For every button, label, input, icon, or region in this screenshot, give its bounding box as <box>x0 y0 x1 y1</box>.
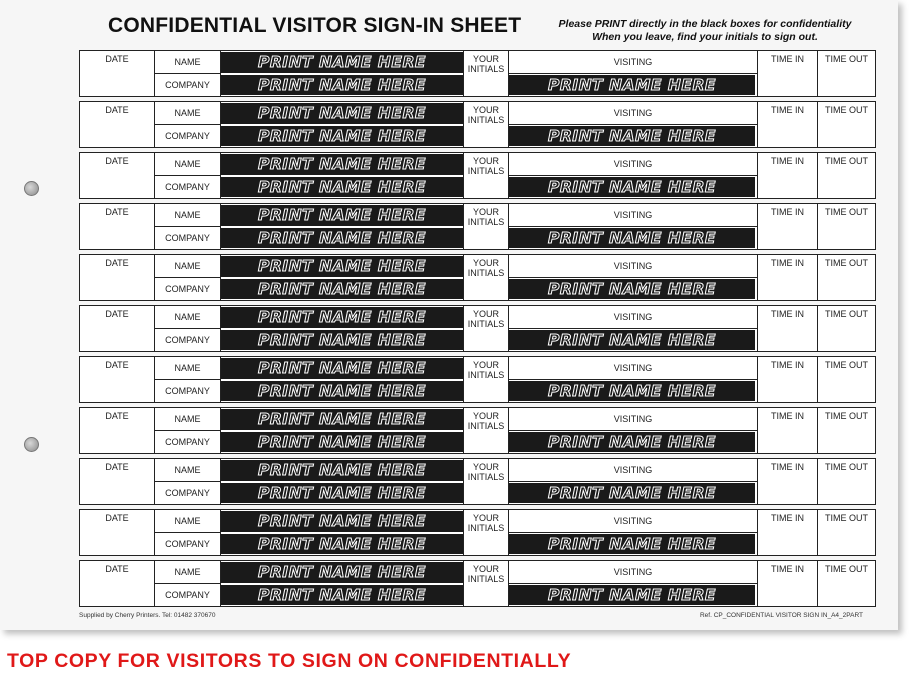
name-box[interactable]: PRINT NAME HERE <box>221 154 463 175</box>
time-in-label: TIME IN <box>771 411 804 421</box>
name-box[interactable]: PRINT NAME HERE <box>221 205 463 226</box>
time-in-cell[interactable] <box>757 510 817 555</box>
time-in-label: TIME IN <box>771 564 804 574</box>
initials-cell[interactable] <box>463 459 509 504</box>
your-label: YOUR <box>472 258 499 268</box>
company-box[interactable]: PRINT NAME HERE <box>221 228 463 248</box>
visiting-label: VISITING <box>509 357 757 380</box>
visiting-box[interactable]: PRINT NAME HERE <box>509 330 755 350</box>
time-in-label: TIME IN <box>771 156 804 166</box>
company-label: COMPANY <box>155 431 221 453</box>
company-label: COMPANY <box>155 482 221 504</box>
time-in-label: TIME IN <box>771 258 804 268</box>
date-cell[interactable] <box>80 510 155 555</box>
date-label: DATE <box>105 360 129 370</box>
time-in-label: TIME IN <box>771 360 804 370</box>
your-label: YOUR <box>472 564 499 574</box>
instruction-line-2: When you leave, find your initials to sign out. <box>592 31 818 43</box>
time-out-cell[interactable] <box>817 408 875 453</box>
time-in-label: TIME IN <box>771 462 804 472</box>
name-label: NAME <box>155 153 221 176</box>
time-out-label: TIME OUT <box>825 54 868 64</box>
time-out-label: TIME OUT <box>825 105 868 115</box>
time-in-label: TIME IN <box>771 105 804 115</box>
time-out-label: TIME OUT <box>825 360 868 370</box>
initials-cell[interactable] <box>463 306 509 351</box>
time-out-cell[interactable] <box>817 153 875 198</box>
time-out-label: TIME OUT <box>825 513 868 523</box>
name-label: NAME <box>155 357 221 380</box>
your-label: YOUR <box>472 513 499 523</box>
company-box[interactable]: PRINT NAME HERE <box>221 279 463 299</box>
date-cell[interactable] <box>80 459 155 504</box>
time-out-cell[interactable] <box>817 510 875 555</box>
initials-label: INITIALS <box>467 472 505 482</box>
date-label: DATE <box>105 513 129 523</box>
initials-label: INITIALS <box>467 115 505 125</box>
name-label: NAME <box>155 561 221 584</box>
company-label: COMPANY <box>155 533 221 555</box>
date-cell[interactable] <box>80 357 155 402</box>
name-label: NAME <box>155 204 221 227</box>
initials-cell[interactable] <box>463 561 509 606</box>
visitor-row <box>79 509 876 556</box>
name-label: NAME <box>155 51 221 74</box>
visiting-box[interactable]: PRINT NAME HERE <box>509 432 755 452</box>
initials-cell[interactable] <box>463 510 509 555</box>
date-label: DATE <box>105 207 129 217</box>
initials-cell[interactable] <box>463 204 509 249</box>
name-box[interactable]: PRINT NAME HERE <box>221 103 463 124</box>
company-label: COMPANY <box>155 329 221 351</box>
name-box[interactable]: PRINT NAME HERE <box>221 460 463 481</box>
visiting-box[interactable]: PRINT NAME HERE <box>509 534 755 554</box>
visitor-row <box>79 356 876 403</box>
time-in-cell[interactable] <box>757 357 817 402</box>
company-box[interactable]: PRINT NAME HERE <box>221 534 463 554</box>
visiting-box[interactable]: PRINT NAME HERE <box>509 177 755 197</box>
name-label: NAME <box>155 510 221 533</box>
name-box[interactable]: PRINT NAME HERE <box>221 562 463 583</box>
company-label: COMPANY <box>155 380 221 402</box>
initials-cell[interactable] <box>463 408 509 453</box>
company-label: COMPANY <box>155 74 221 96</box>
company-label: COMPANY <box>155 278 221 300</box>
top-copy-banner: TOP COPY FOR VISITORS TO SIGN ON CONFIDENTIALLY <box>7 650 572 672</box>
visitor-row <box>79 50 876 97</box>
your-label: YOUR <box>472 207 499 217</box>
date-cell[interactable] <box>80 204 155 249</box>
initials-label: INITIALS <box>467 166 505 176</box>
visitor-row <box>79 254 876 301</box>
name-box[interactable]: PRINT NAME HERE <box>221 511 463 532</box>
date-label: DATE <box>105 54 129 64</box>
name-label: NAME <box>155 459 221 482</box>
visitor-rows <box>79 50 876 611</box>
visiting-label: VISITING <box>509 51 757 74</box>
your-label: YOUR <box>472 411 499 421</box>
initials-cell[interactable] <box>463 51 509 96</box>
name-label: NAME <box>155 255 221 278</box>
name-box[interactable]: PRINT NAME HERE <box>221 256 463 277</box>
company-box[interactable]: PRINT NAME HERE <box>221 585 463 605</box>
company-box[interactable]: PRINT NAME HERE <box>221 75 463 95</box>
time-out-label: TIME OUT <box>825 258 868 268</box>
visiting-label: VISITING <box>509 561 757 584</box>
time-in-label: TIME IN <box>771 54 804 64</box>
company-box[interactable]: PRINT NAME HERE <box>221 483 463 503</box>
date-cell[interactable] <box>80 51 155 96</box>
company-box[interactable]: PRINT NAME HERE <box>221 381 463 401</box>
time-in-cell[interactable] <box>757 255 817 300</box>
visiting-label: VISITING <box>509 102 757 125</box>
visitor-row <box>79 203 876 250</box>
company-label: COMPANY <box>155 227 221 249</box>
visiting-label: VISITING <box>509 459 757 482</box>
your-label: YOUR <box>472 309 499 319</box>
time-out-cell[interactable] <box>817 204 875 249</box>
visiting-box[interactable]: PRINT NAME HERE <box>509 126 755 146</box>
time-out-label: TIME OUT <box>825 411 868 421</box>
your-label: YOUR <box>472 54 499 64</box>
visiting-box[interactable]: PRINT NAME HERE <box>509 75 755 95</box>
date-cell[interactable] <box>80 408 155 453</box>
visiting-label: VISITING <box>509 306 757 329</box>
name-label: NAME <box>155 408 221 431</box>
date-label: DATE <box>105 156 129 166</box>
time-in-cell[interactable] <box>757 306 817 351</box>
visitor-row <box>79 101 876 148</box>
company-box[interactable]: PRINT NAME HERE <box>221 177 463 197</box>
supplier-note: Supplied by Cherry Printers. Tel: 01482 370670 <box>79 612 216 619</box>
time-in-cell[interactable] <box>757 153 817 198</box>
date-label: DATE <box>105 105 129 115</box>
your-label: YOUR <box>472 360 499 370</box>
date-label: DATE <box>105 309 129 319</box>
time-in-label: TIME IN <box>771 207 804 217</box>
time-in-label: TIME IN <box>771 513 804 523</box>
time-out-label: TIME OUT <box>825 207 868 217</box>
punch-hole <box>24 181 39 196</box>
punch-hole <box>24 437 39 452</box>
initials-cell[interactable] <box>463 102 509 147</box>
name-box[interactable]: PRINT NAME HERE <box>221 307 463 328</box>
instruction-line-1: Please PRINT directly in the black boxes for confidentiality <box>558 18 852 30</box>
date-label: DATE <box>105 258 129 268</box>
initials-label: INITIALS <box>467 64 505 74</box>
time-in-label: TIME IN <box>771 309 804 319</box>
initials-label: INITIALS <box>467 217 505 227</box>
visiting-label: VISITING <box>509 510 757 533</box>
reference-note: Ref. CP_CONFIDENTIAL VISITOR SIGN IN_A4_2PART <box>699 612 863 619</box>
initials-label: INITIALS <box>467 370 505 380</box>
time-in-cell[interactable] <box>757 561 817 606</box>
time-out-cell[interactable] <box>817 561 875 606</box>
name-box[interactable]: PRINT NAME HERE <box>221 409 463 430</box>
time-out-cell[interactable] <box>817 459 875 504</box>
visiting-box[interactable]: PRINT NAME HERE <box>509 381 755 401</box>
initials-label: INITIALS <box>467 319 505 329</box>
name-box[interactable]: PRINT NAME HERE <box>221 52 463 73</box>
company-label: COMPANY <box>155 125 221 147</box>
name-box[interactable]: PRINT NAME HERE <box>221 358 463 379</box>
visitor-row <box>79 458 876 505</box>
time-out-cell[interactable] <box>817 255 875 300</box>
time-in-cell[interactable] <box>757 51 817 96</box>
initials-cell[interactable] <box>463 357 509 402</box>
name-label: NAME <box>155 102 221 125</box>
time-out-label: TIME OUT <box>825 462 868 472</box>
your-label: YOUR <box>472 105 499 115</box>
time-out-label: TIME OUT <box>825 564 868 574</box>
time-out-label: TIME OUT <box>825 156 868 166</box>
date-cell[interactable] <box>80 255 155 300</box>
date-cell[interactable] <box>80 102 155 147</box>
date-cell[interactable] <box>80 306 155 351</box>
visiting-label: VISITING <box>509 408 757 431</box>
your-label: YOUR <box>472 156 499 166</box>
date-label: DATE <box>105 564 129 574</box>
time-out-cell[interactable] <box>817 102 875 147</box>
initials-label: INITIALS <box>467 421 505 431</box>
time-out-cell[interactable] <box>817 357 875 402</box>
instructions <box>530 18 880 44</box>
visiting-label: VISITING <box>509 153 757 176</box>
time-in-cell[interactable] <box>757 408 817 453</box>
initials-label: INITIALS <box>467 268 505 278</box>
name-label: NAME <box>155 306 221 329</box>
time-in-cell[interactable] <box>757 459 817 504</box>
visiting-box[interactable]: PRINT NAME HERE <box>509 279 755 299</box>
company-box[interactable]: PRINT NAME HERE <box>221 432 463 452</box>
visitor-row <box>79 407 876 454</box>
visitor-row <box>79 560 876 607</box>
date-cell[interactable] <box>80 561 155 606</box>
visitor-row <box>79 305 876 352</box>
initials-cell[interactable] <box>463 153 509 198</box>
company-label: COMPANY <box>155 176 221 198</box>
sheet-title: CONFIDENTIAL VISITOR SIGN-IN SHEET <box>108 14 522 37</box>
time-out-cell[interactable] <box>817 306 875 351</box>
visiting-box[interactable]: PRINT NAME HERE <box>509 585 755 605</box>
initials-cell[interactable] <box>463 255 509 300</box>
your-label: YOUR <box>472 462 499 472</box>
initials-label: INITIALS <box>467 574 505 584</box>
visiting-box[interactable]: PRINT NAME HERE <box>509 483 755 503</box>
visiting-box[interactable]: PRINT NAME HERE <box>509 228 755 248</box>
date-label: DATE <box>105 411 129 421</box>
time-out-cell[interactable] <box>817 51 875 96</box>
initials-label: INITIALS <box>467 523 505 533</box>
visitor-row <box>79 152 876 199</box>
visiting-label: VISITING <box>509 255 757 278</box>
time-in-cell[interactable] <box>757 204 817 249</box>
time-in-cell[interactable] <box>757 102 817 147</box>
date-label: DATE <box>105 462 129 472</box>
date-cell[interactable] <box>80 153 155 198</box>
visiting-label: VISITING <box>509 204 757 227</box>
company-box[interactable]: PRINT NAME HERE <box>221 126 463 146</box>
company-label: COMPANY <box>155 584 221 606</box>
company-box[interactable]: PRINT NAME HERE <box>221 330 463 350</box>
time-out-label: TIME OUT <box>825 309 868 319</box>
